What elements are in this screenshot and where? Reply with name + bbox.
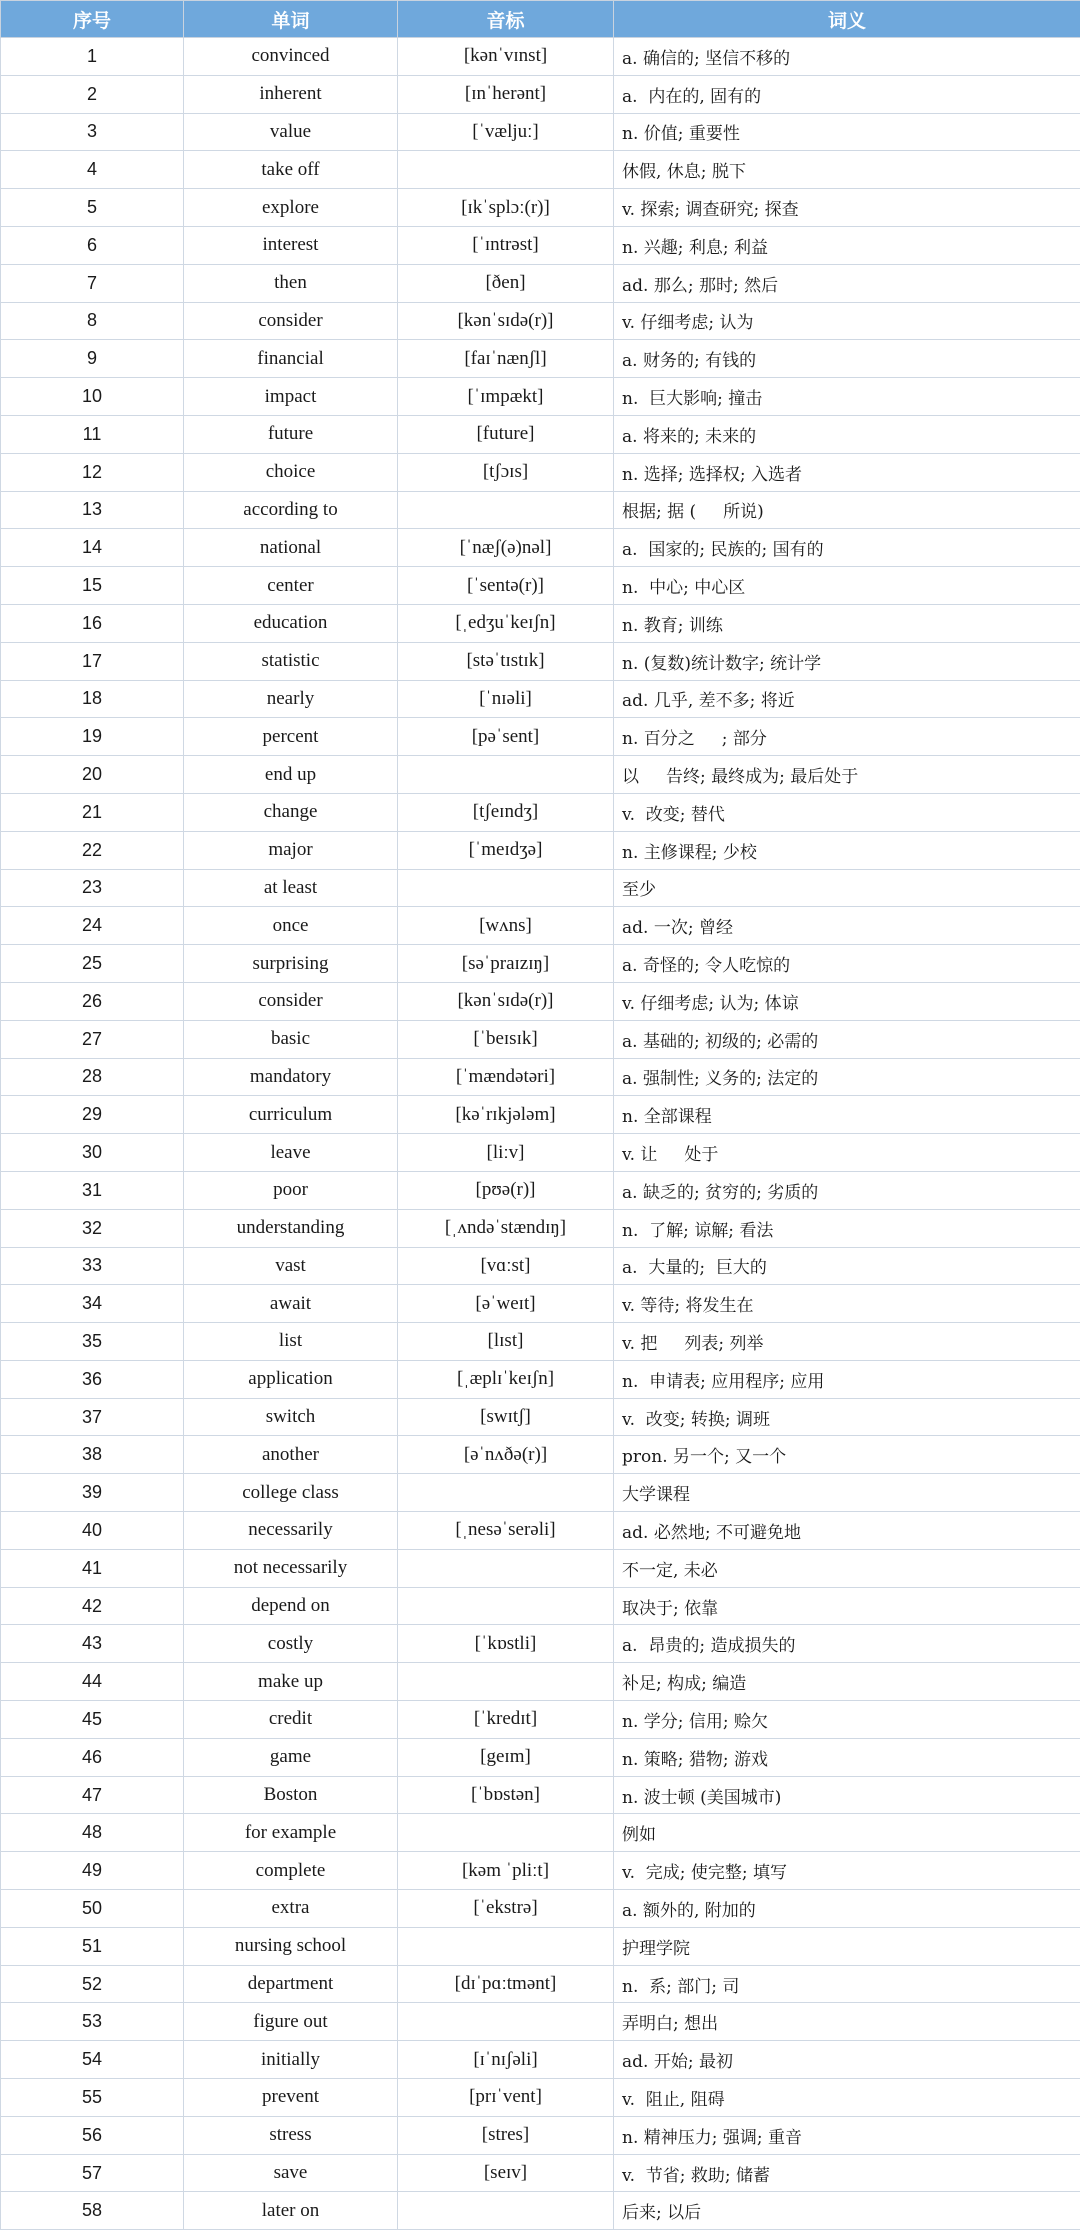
cell-phonetic [398,1927,614,1965]
cell-meaning: n. 波士顿 (美国城市) [614,1776,1080,1814]
cell-index: 56 [1,2116,184,2154]
cell-meaning: a. 昂贵的; 造成损失的 [614,1625,1080,1663]
cell-phonetic [398,2192,614,2230]
cell-index: 20 [1,756,184,794]
table-row [1,1587,1080,1625]
cell-index: 17 [1,642,184,680]
cell-meaning: 弄明白; 想出 [614,2003,1080,2041]
cell-word: major [184,831,398,869]
cell-word: necessarily [184,1512,398,1550]
cell-index: 35 [1,1323,184,1361]
table-row [1,1020,1080,1058]
cell-phonetic: [ˌedʒuˈkeɪʃn] [398,604,614,642]
cell-meaning: 以 告终; 最终成为; 最后处于 [614,756,1080,794]
table-row [1,982,1080,1020]
cell-phonetic: [ɪˈnɪʃəli] [398,2041,614,2079]
cell-index: 45 [1,1701,184,1739]
cell-word: list [184,1323,398,1361]
cell-index: 9 [1,340,184,378]
cell-phonetic: [ˌnesəˈserəli] [398,1512,614,1550]
cell-phonetic [398,491,614,529]
cell-index: 54 [1,2041,184,2079]
cell-index: 44 [1,1663,184,1701]
cell-index: 55 [1,2079,184,2117]
cell-meaning: v. 等待; 将发生在 [614,1285,1080,1323]
cell-index: 11 [1,415,184,453]
cell-index: 26 [1,982,184,1020]
table-row [1,1965,1080,2003]
table-row [1,2154,1080,2192]
cell-meaning: 取决于; 依靠 [614,1587,1080,1625]
cell-word: costly [184,1625,398,1663]
cell-word: switch [184,1398,398,1436]
cell-phonetic: [əˈnʌðə(r)] [398,1436,614,1474]
cell-word: convinced [184,38,398,76]
table-row [1,945,1080,983]
cell-word: center [184,567,398,605]
cell-word: statistic [184,642,398,680]
cell-word: vast [184,1247,398,1285]
cell-word: stress [184,2116,398,2154]
table-row [1,907,1080,945]
cell-word: impact [184,378,398,416]
cell-word: later on [184,2192,398,2230]
table-row [1,642,1080,680]
cell-index: 53 [1,2003,184,2041]
cell-index: 33 [1,1247,184,1285]
cell-word: end up [184,756,398,794]
cell-meaning: v. 改变; 转换; 调班 [614,1398,1080,1436]
cell-phonetic: [geɪm] [398,1738,614,1776]
cell-index: 1 [1,38,184,76]
cell-meaning: 护理学院 [614,1927,1080,1965]
table-row [1,1436,1080,1474]
cell-phonetic: [ɪnˈherənt] [398,75,614,113]
cell-meaning: n. 策略; 猎物; 游戏 [614,1738,1080,1776]
cell-word: future [184,415,398,453]
cell-word: consider [184,982,398,1020]
table-row [1,1776,1080,1814]
cell-index: 36 [1,1360,184,1398]
cell-meaning: v. 阻止, 阻碍 [614,2079,1080,2117]
cell-phonetic [398,1587,614,1625]
table-row [1,1927,1080,1965]
cell-index: 34 [1,1285,184,1323]
cell-meaning: n. 百分之 ; 部分 [614,718,1080,756]
cell-phonetic [398,1549,614,1587]
cell-phonetic: [əˈweɪt] [398,1285,614,1323]
cell-word: Boston [184,1776,398,1814]
cell-phonetic [398,1474,614,1512]
table-row [1,38,1080,76]
cell-phonetic: [lɪst] [398,1323,614,1361]
cell-phonetic [398,1814,614,1852]
cell-word: extra [184,1890,398,1928]
cell-word: choice [184,453,398,491]
cell-word: then [184,264,398,302]
cell-phonetic: [liːv] [398,1134,614,1172]
cell-phonetic: [ˈbeɪsɪk] [398,1020,614,1058]
cell-meaning: n. 主修课程; 少校 [614,831,1080,869]
cell-phonetic: [wʌns] [398,907,614,945]
cell-phonetic [398,1663,614,1701]
cell-phonetic: [ˈɪmpækt] [398,378,614,416]
table-row [1,415,1080,453]
cell-meaning: v. 节省; 救助; 储蓄 [614,2154,1080,2192]
cell-index: 2 [1,75,184,113]
cell-index: 41 [1,1549,184,1587]
cell-meaning: n. 中心; 中心区 [614,567,1080,605]
cell-index: 42 [1,1587,184,1625]
table-row [1,189,1080,227]
cell-meaning: pron. 另一个; 又一个 [614,1436,1080,1474]
cell-word: mandatory [184,1058,398,1096]
cell-index: 46 [1,1738,184,1776]
cell-index: 22 [1,831,184,869]
table-row [1,793,1080,831]
table-row [1,491,1080,529]
cell-index: 12 [1,453,184,491]
cell-meaning: v. 仔细考虑; 认为 [614,302,1080,340]
cell-meaning: ad. 那么; 那时; 然后 [614,264,1080,302]
table-row [1,1096,1080,1134]
cell-phonetic: [pʊə(r)] [398,1171,614,1209]
table-row [1,529,1080,567]
cell-phonetic: [ˈnɪəli] [398,680,614,718]
cell-word: another [184,1436,398,1474]
cell-word: basic [184,1020,398,1058]
table-body [1,38,1080,2230]
cell-index: 10 [1,378,184,416]
table-row [1,604,1080,642]
cell-index: 29 [1,1096,184,1134]
table-row [1,75,1080,113]
cell-index: 50 [1,1890,184,1928]
cell-index: 38 [1,1436,184,1474]
cell-meaning: ad. 几乎, 差不多; 将近 [614,680,1080,718]
table-row [1,302,1080,340]
cell-phonetic: [ˌæplɪˈkeɪʃn] [398,1360,614,1398]
cell-index: 37 [1,1398,184,1436]
cell-phonetic: [ˈkɒstli] [398,1625,614,1663]
cell-meaning: a. 强制性; 义务的; 法定的 [614,1058,1080,1096]
table-row [1,1738,1080,1776]
cell-index: 24 [1,907,184,945]
cell-index: 6 [1,226,184,264]
cell-index: 52 [1,1965,184,2003]
table-row [1,1549,1080,1587]
cell-word: explore [184,189,398,227]
header-meaning: 词义 [614,1,1080,38]
table-row [1,453,1080,491]
cell-index: 5 [1,189,184,227]
cell-phonetic: [ˈbɒstən] [398,1776,614,1814]
cell-index: 25 [1,945,184,983]
cell-index: 43 [1,1625,184,1663]
cell-phonetic: [ˈmændətəri] [398,1058,614,1096]
table-row [1,264,1080,302]
cell-word: complete [184,1852,398,1890]
cell-meaning: a. 大量的; 巨大的 [614,1247,1080,1285]
cell-word: education [184,604,398,642]
cell-index: 19 [1,718,184,756]
cell-meaning: v. 改变; 替代 [614,793,1080,831]
cell-word: nursing school [184,1927,398,1965]
cell-meaning: n. 全部课程 [614,1096,1080,1134]
cell-meaning: n. 系; 部门; 司 [614,1965,1080,2003]
cell-word: surprising [184,945,398,983]
cell-phonetic: [dɪˈpɑːtmənt] [398,1965,614,2003]
cell-word: interest [184,226,398,264]
table-row [1,1247,1080,1285]
table-row [1,113,1080,151]
cell-phonetic [398,869,614,907]
table-row [1,567,1080,605]
cell-meaning: ad. 一次; 曾经 [614,907,1080,945]
table-row [1,151,1080,189]
cell-word: figure out [184,2003,398,2041]
cell-word: application [184,1360,398,1398]
cell-phonetic: [faɪˈnænʃl] [398,340,614,378]
cell-phonetic: [ˈsentə(r)] [398,567,614,605]
cell-phonetic: [future] [398,415,614,453]
cell-index: 40 [1,1512,184,1550]
table-row [1,1852,1080,1890]
table-row [1,226,1080,264]
table-row [1,1701,1080,1739]
cell-phonetic: [ˈɪntrəst] [398,226,614,264]
cell-index: 14 [1,529,184,567]
header-row [1,1,1080,38]
cell-phonetic: [ˌʌndəˈstændɪŋ] [398,1209,614,1247]
cell-meaning: ad. 开始; 最初 [614,2041,1080,2079]
cell-index: 48 [1,1814,184,1852]
table-row [1,718,1080,756]
cell-meaning: v. 把 列表; 列举 [614,1323,1080,1361]
cell-phonetic: [ˈvæljuː] [398,113,614,151]
cell-phonetic: [pəˈsent] [398,718,614,756]
cell-phonetic: [stres] [398,2116,614,2154]
table-row [1,869,1080,907]
cell-index: 21 [1,793,184,831]
table-row [1,1474,1080,1512]
cell-meaning: a. 内在的, 固有的 [614,75,1080,113]
table-row [1,1134,1080,1172]
table-row [1,2116,1080,2154]
cell-word: change [184,793,398,831]
cell-word: initially [184,2041,398,2079]
cell-phonetic: [kənˈsɪdə(r)] [398,302,614,340]
cell-meaning: 休假, 休息; 脱下 [614,151,1080,189]
cell-index: 4 [1,151,184,189]
cell-word: percent [184,718,398,756]
cell-phonetic: [ˈkredɪt] [398,1701,614,1739]
cell-meaning: n. 学分; 信用; 赊欠 [614,1701,1080,1739]
header-word: 单词 [184,1,398,38]
cell-meaning: 补足; 构成; 编造 [614,1663,1080,1701]
table-row [1,378,1080,416]
cell-phonetic: [vɑːst] [398,1247,614,1285]
cell-index: 18 [1,680,184,718]
cell-phonetic: [kəˈrɪkjələm] [398,1096,614,1134]
cell-word: according to [184,491,398,529]
cell-meaning: a. 确信的; 坚信不移的 [614,38,1080,76]
cell-word: national [184,529,398,567]
cell-meaning: n. (复数)统计数字; 统计学 [614,642,1080,680]
cell-meaning: 至少 [614,869,1080,907]
cell-index: 58 [1,2192,184,2230]
header-phonetic: 音标 [398,1,614,38]
cell-phonetic: [kənˈsɪdə(r)] [398,982,614,1020]
table-row [1,1814,1080,1852]
cell-word: value [184,113,398,151]
table-row [1,2192,1080,2230]
cell-index: 7 [1,264,184,302]
cell-phonetic: [ɪkˈsplɔː(r)] [398,189,614,227]
cell-meaning: 后来; 以后 [614,2192,1080,2230]
cell-meaning: v. 完成; 使完整; 填写 [614,1852,1080,1890]
cell-phonetic [398,151,614,189]
cell-word: curriculum [184,1096,398,1134]
cell-index: 16 [1,604,184,642]
cell-word: take off [184,151,398,189]
cell-phonetic: [stəˈtɪstɪk] [398,642,614,680]
cell-word: depend on [184,1587,398,1625]
cell-meaning: n. 巨大影响; 撞击 [614,378,1080,416]
cell-meaning: 例如 [614,1814,1080,1852]
cell-phonetic: [tʃeɪndʒ] [398,793,614,831]
cell-word: department [184,1965,398,2003]
cell-word: understanding [184,1209,398,1247]
cell-meaning: n. 了解; 谅解; 看法 [614,1209,1080,1247]
cell-index: 27 [1,1020,184,1058]
cell-word: await [184,1285,398,1323]
cell-meaning: n. 申请表; 应用程序; 应用 [614,1360,1080,1398]
cell-index: 28 [1,1058,184,1096]
table-row [1,1890,1080,1928]
cell-phonetic: [kənˈvɪnst] [398,38,614,76]
cell-meaning: a. 额外的, 附加的 [614,1890,1080,1928]
cell-phonetic: [səˈpraɪzɪŋ] [398,945,614,983]
cell-word: once [184,907,398,945]
cell-meaning: v. 仔细考虑; 认为; 体谅 [614,982,1080,1020]
cell-index: 30 [1,1134,184,1172]
cell-word: save [184,2154,398,2192]
cell-word: leave [184,1134,398,1172]
cell-index: 23 [1,869,184,907]
cell-word: game [184,1738,398,1776]
cell-word: college class [184,1474,398,1512]
cell-index: 31 [1,1171,184,1209]
cell-phonetic [398,2003,614,2041]
cell-meaning: a. 财务的; 有钱的 [614,340,1080,378]
table-row [1,1398,1080,1436]
cell-word: credit [184,1701,398,1739]
cell-meaning: a. 将来的; 未来的 [614,415,1080,453]
table-row [1,680,1080,718]
cell-meaning: n. 价值; 重要性 [614,113,1080,151]
cell-phonetic: [prɪˈvent] [398,2079,614,2117]
cell-index: 39 [1,1474,184,1512]
cell-word: make up [184,1663,398,1701]
cell-meaning: n. 兴趣; 利息; 利益 [614,226,1080,264]
cell-meaning: a. 奇怪的; 令人吃惊的 [614,945,1080,983]
table-row [1,1512,1080,1550]
cell-word: prevent [184,2079,398,2117]
cell-index: 47 [1,1776,184,1814]
cell-meaning: a. 国家的; 民族的; 国有的 [614,529,1080,567]
cell-phonetic: [ˈekstrə] [398,1890,614,1928]
cell-word: consider [184,302,398,340]
cell-index: 32 [1,1209,184,1247]
cell-meaning: n. 选择; 选择权; 入选者 [614,453,1080,491]
cell-phonetic: [ˈmeɪdʒə] [398,831,614,869]
cell-index: 8 [1,302,184,340]
cell-word: not necessarily [184,1549,398,1587]
cell-word: nearly [184,680,398,718]
cell-meaning: n. 精神压力; 强调; 重音 [614,2116,1080,2154]
cell-phonetic: [swɪtʃ] [398,1398,614,1436]
table-row [1,1663,1080,1701]
table-row [1,1285,1080,1323]
cell-meaning: ad. 必然地; 不可避免地 [614,1512,1080,1550]
table-row [1,1058,1080,1096]
table-row [1,2003,1080,2041]
cell-word: for example [184,1814,398,1852]
header-index: 序号 [1,1,184,38]
cell-phonetic: [seɪv] [398,2154,614,2192]
cell-word: inherent [184,75,398,113]
cell-phonetic: [ˈnæʃ(ə)nəl] [398,529,614,567]
cell-index: 3 [1,113,184,151]
cell-index: 57 [1,2154,184,2192]
table-row [1,2041,1080,2079]
cell-word: poor [184,1171,398,1209]
cell-meaning: v. 让 处于 [614,1134,1080,1172]
cell-phonetic: [ðen] [398,264,614,302]
table-row [1,1171,1080,1209]
table-row [1,1323,1080,1361]
cell-index: 15 [1,567,184,605]
cell-meaning: 大学课程 [614,1474,1080,1512]
table-row [1,831,1080,869]
cell-meaning: a. 缺乏的; 贫穷的; 劣质的 [614,1171,1080,1209]
table-row [1,756,1080,794]
table-row [1,1209,1080,1247]
table-row [1,2079,1080,2117]
cell-meaning: 不一定, 未必 [614,1549,1080,1587]
cell-phonetic: [kəm ˈpliːt] [398,1852,614,1890]
cell-meaning: 根据; 据 ( 所说) [614,491,1080,529]
cell-index: 51 [1,1927,184,1965]
cell-word: financial [184,340,398,378]
cell-word: at least [184,869,398,907]
cell-phonetic [398,756,614,794]
cell-meaning: v. 探索; 调查研究; 探查 [614,189,1080,227]
cell-index: 49 [1,1852,184,1890]
cell-index: 13 [1,491,184,529]
table-header [1,1,1080,38]
table-row [1,1625,1080,1663]
cell-meaning: a. 基础的; 初级的; 必需的 [614,1020,1080,1058]
table-row [1,1360,1080,1398]
cell-phonetic: [tʃɔɪs] [398,453,614,491]
cell-meaning: n. 教育; 训练 [614,604,1080,642]
table-row [1,340,1080,378]
